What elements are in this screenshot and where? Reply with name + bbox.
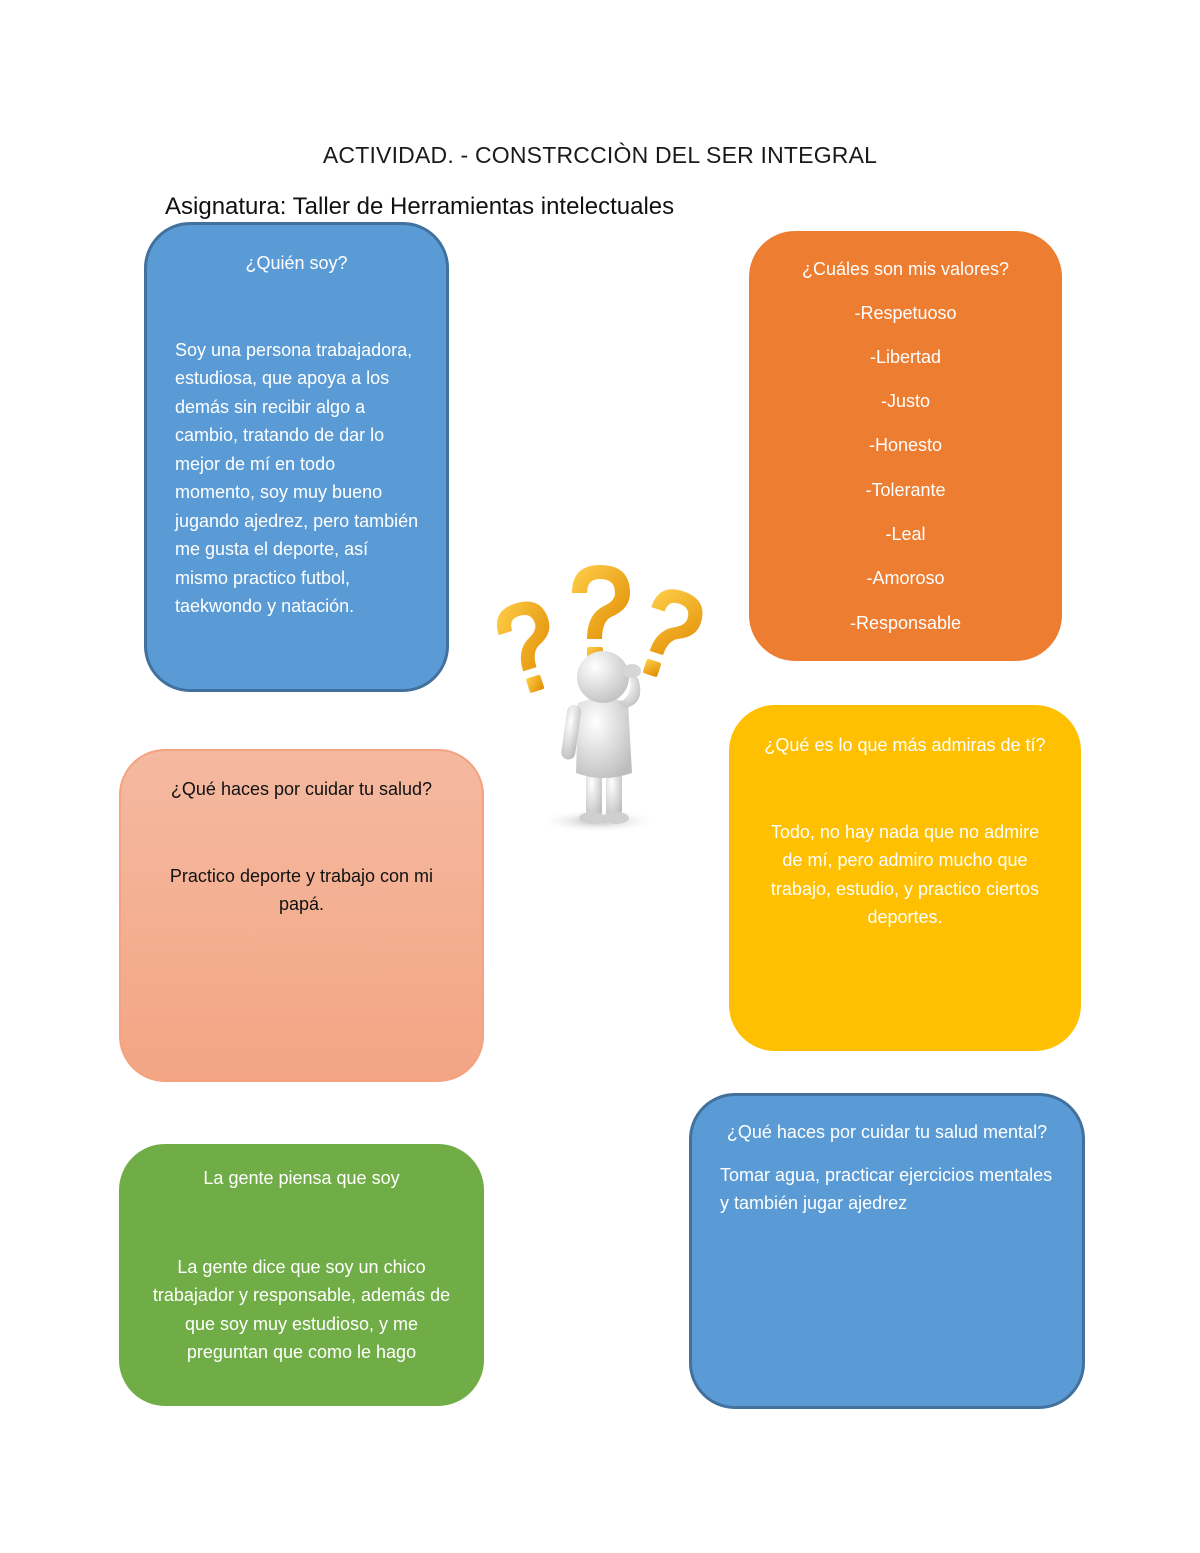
people-think-question: La gente piensa que soy xyxy=(203,1168,400,1188)
thinking-person-illustration xyxy=(486,553,711,838)
values-question: ¿Cuáles son mis valores? xyxy=(801,259,1010,279)
value-item: -Justo xyxy=(880,391,931,412)
who-am-i-box xyxy=(144,222,449,692)
value-item: -Tolerante xyxy=(865,479,946,500)
admire-answer: Todo, no hay nada que no admire de mí, pero admiro mucho que trabajo, estudio, y practico ciertos deportes. xyxy=(770,821,1040,927)
people-think-box xyxy=(119,1144,484,1406)
value-item: -Leal xyxy=(885,523,926,544)
who-am-i-question: ¿Quién soy? xyxy=(245,253,348,273)
question-mark-right-icon xyxy=(631,583,708,685)
question-mark-center-icon xyxy=(572,565,630,663)
admire-box xyxy=(729,705,1081,1051)
values-list xyxy=(761,299,1050,653)
subject-heading: Asignatura: Taller de Herramientas intelectuales xyxy=(165,193,675,220)
who-am-i-answer: Soy una persona trabajadora, estudiosa, que apoya a los demás sin recibir algo a cambio, tratando de dar lo mejor de mí en todo momento, soy muy bueno jugando ajedrez, pero también me gusta el deporte, así mismo practico futbol, taekwondo y natación. xyxy=(175,339,419,616)
mental-health-question: ¿Qué haces por cuidar tu salud mental? xyxy=(726,1122,1048,1142)
question-mark-left-icon xyxy=(491,595,568,697)
people-think-answer: La gente dice que soy un chico trabajador y responsable, además de que soy muy estudioso, y me preguntan que como le hago xyxy=(152,1256,451,1362)
thinking-figure-icon xyxy=(560,651,641,824)
mental-health-box xyxy=(689,1093,1085,1409)
mental-health-answer: Tomar agua, practicar ejercicios mentales y también jugar ajedrez xyxy=(720,1164,1053,1213)
value-item: -Amoroso xyxy=(866,568,945,589)
health-question: ¿Qué haces por cuidar tu salud? xyxy=(170,779,433,799)
value-item: -Honesto xyxy=(868,435,943,456)
value-item: -Respetuoso xyxy=(854,302,957,323)
health-box xyxy=(119,749,484,1082)
value-item: -Responsable xyxy=(849,612,962,633)
page-title: ACTIVIDAD. - CONSTRCCIÒN DEL SER INTEGRAL xyxy=(322,142,878,168)
values-box xyxy=(749,231,1062,661)
admire-question: ¿Qué es lo que más admiras de tí? xyxy=(764,735,1046,755)
health-answer: Practico deporte y trabajo con mi papá. xyxy=(169,865,434,914)
value-item: -Libertad xyxy=(869,346,942,367)
